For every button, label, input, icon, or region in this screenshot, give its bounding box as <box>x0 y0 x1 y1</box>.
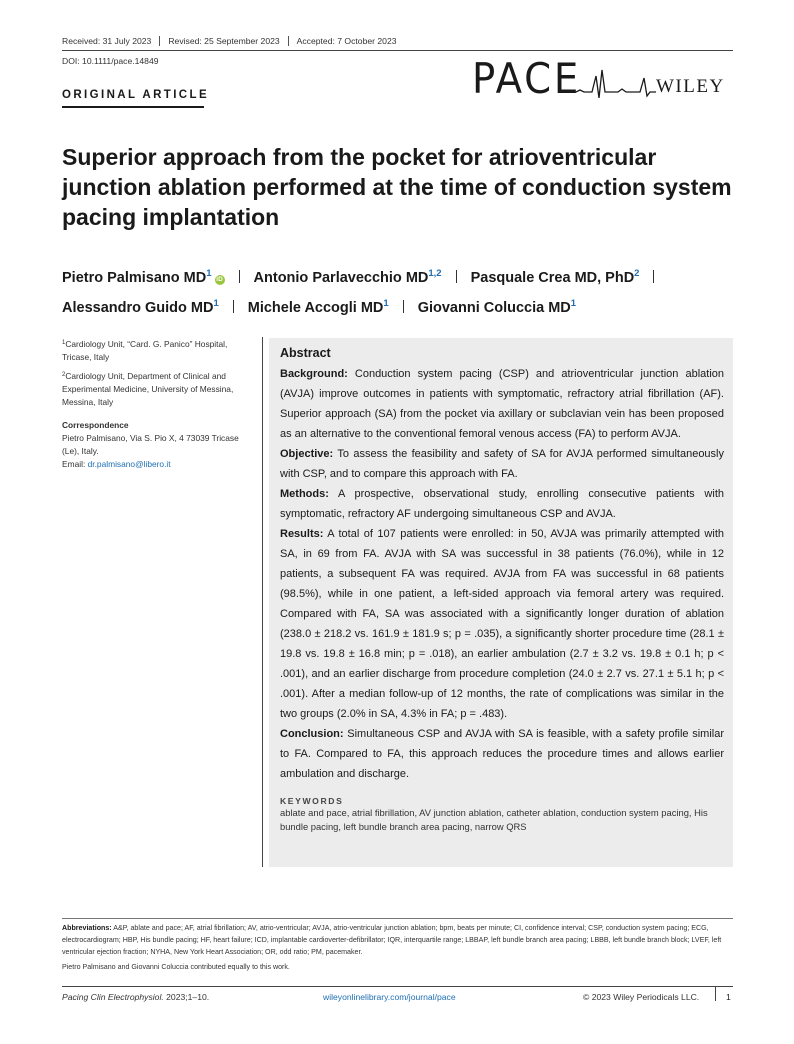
author-separator <box>403 300 404 313</box>
sidebar-divider <box>262 337 263 867</box>
author[interactable]: Pietro Palmisano $MD^1iD$ <box>62 268 223 286</box>
header-divider <box>62 50 733 51</box>
keywords-heading: KEYWORDS <box>280 796 344 806</box>
author[interactable]: Antonio Parlavecchio MD$^{1,2}$ <box>253 268 442 286</box>
footer-journal-link[interactable]: wileyonlinelibrary.com/journal/pace <box>323 992 456 1002</box>
affiliation: $^1$Cardiology Unit, “Card. G. Panico” Hospital, Tricase, Italy <box>62 339 228 362</box>
correspondence-email: Email: dr.palmisano@libero.it <box>62 459 171 469</box>
footer-separator <box>715 987 716 1001</box>
footer-citation: Pacing Clin Electrophysiol. 2023;1–10. <box>62 992 210 1002</box>
abstract-heading: Abstract <box>280 346 331 360</box>
ecg-trace-icon <box>562 64 656 98</box>
article-type: ORIGINAL ARTICLE <box>62 89 210 101</box>
correspondence-heading: Correspondence <box>62 420 129 430</box>
article-type-underline <box>62 106 204 108</box>
keywords-list: ablate and pace, atrial fibrillation, AV junction ablation, catheter ablation, conduction system pacing, His bundle pacing, left bundle branch area pacing, narrow QRS <box>280 807 708 832</box>
footer-divider <box>62 986 733 987</box>
journal-logo-text: PACE <box>472 54 582 103</box>
footnote-divider <box>62 918 733 919</box>
page-number: 1 <box>726 992 731 1002</box>
correspondence-address: Pietro Palmisano, Via S. Pio X, 4 73039 Tricase (Le), Italy. <box>62 433 239 456</box>
abstract-conclusion: Conclusion: Simultaneous CSP and AVJA with SA is feasible, with a safety profile similar to FA. Compared to FA, this approach reduces the procedure times and allows earlier ambulation and discharge. <box>280 728 724 780</box>
abstract-background: Background: Conduction system pacing (CSP) and atrioventricular junction ablation (AVJA) improve outcomes in patients with symptomatic, refractory atrial fibrillation (AF). Superior approach (SA) from the pocket via axillary or subclavian vein has been proposed as an alternative to the conventional femoral venous access (FA) to perform AVJA. <box>280 368 724 440</box>
article-dates <box>62 36 405 46</box>
author[interactable]: Pasquale Crea MD, PhD$^2$ <box>470 268 640 286</box>
abstract-box <box>269 338 733 867</box>
accepted-date: Accepted: 7 October 2023 <box>288 36 405 46</box>
received-date: Received: 31 July 2023 <box>62 36 152 46</box>
author-separator <box>653 270 654 283</box>
author-separator <box>233 300 234 313</box>
abstract-methods: Methods: A prospective, observational study, enrolling consecutive patients with symptomatic, refractory AF undergoing simultaneous CSP and AVJA. <box>280 488 724 520</box>
contribution-note: Pietro Palmisano and Giovanni Coluccia contributed equally to this work. <box>62 963 290 971</box>
abbreviations-footnote: Abbreviations: A&P, ablate and pace; AF, atrial fibrillation; AV, atrio-ventricular; AVJA, atrio-ventricular junction ablation; bpm, beats per minute; CI, confidence interval; CSP, conduction system pacing; ECG, electrocardiogram; HBP, His bundle pacing; HF, heart failure; ICD, implantable cardioverter-defibrillator; IQR, interquartile range; LBBAP, left bundle branch area pacing; LBBB, left bundle branch block; LVEF, left ventricular ejection fraction; NYHA, New York Heart Association; OR, odd ratio; PM, pacemaker. <box>62 924 722 956</box>
publisher-logo: WILEY <box>656 76 725 97</box>
affiliation: $^2$Cardiology Unit, Department of Clinical and Experimental Medicine, University of Messina, Messina, Italy <box>62 371 234 407</box>
article-title: Superior approach from the pocket for atrioventricular junction ablation performed at the time of conduction system pacing implantation <box>62 144 732 230</box>
revised-date: Revised: 25 September 2023 <box>159 36 287 46</box>
author-list <box>62 261 742 321</box>
author-separator <box>239 270 240 283</box>
author[interactable]: Giovanni Coluccia $MD^1$ <box>417 298 577 316</box>
abstract-objective: Objective: To assess the feasibility and safety of SA for AVJA performed simultaneously with CSP, and to compare this approach with FA. <box>280 448 724 480</box>
email-link[interactable]: dr.palmisano@libero.it <box>87 459 171 469</box>
orcid-icon[interactable]: iD <box>216 276 223 283</box>
doi[interactable]: DOI: 10.1111/pace.14849 <box>62 56 159 66</box>
abstract-results: Results: A total of 107 patients were enrolled: in 50, AVJA was primarily attempted with SA, in 69 from FA. AVJA with SA was successful in 38 patients (76.0%), while in 12 patients, a subsequent FA was required. AVJA from FA was successful in 68 patients (98.5%), while in one patient, a left-sided approach via femoral artery was required. Compared with FA, SA was associated with a significantly longer duration of ablation (238.0 ± 218.2 vs. 161.9 ± 181.9 s; p = .035), a significantly shorter procedure time (28.1 ± 19.8 vs. 19.8 ± 16.8 min; p = .018), an earlier ambulation (2.7 ± 3.2 vs. 19.8 ± 0.1 h; p < .001), and an earlier discharge from procedure completion (24.0 ± 2.7 vs. 27.1 ± 5.1 h; p < .001). After a median follow-up of 12 months, the rate of complications was similar in the two groups (2.0% in SA, 4.3% in FA; p = .483). <box>280 528 724 720</box>
affiliations-sidebar <box>62 337 252 476</box>
footer-copyright: © 2023 Wiley Periodicals LLC. <box>583 992 700 1002</box>
journal-logo <box>472 54 734 103</box>
author-separator <box>456 270 457 283</box>
author[interactable]: Alessandro Guido $MD^1$ <box>62 298 219 316</box>
author[interactable]: Michele Accogli $MD^1$ <box>247 298 389 316</box>
